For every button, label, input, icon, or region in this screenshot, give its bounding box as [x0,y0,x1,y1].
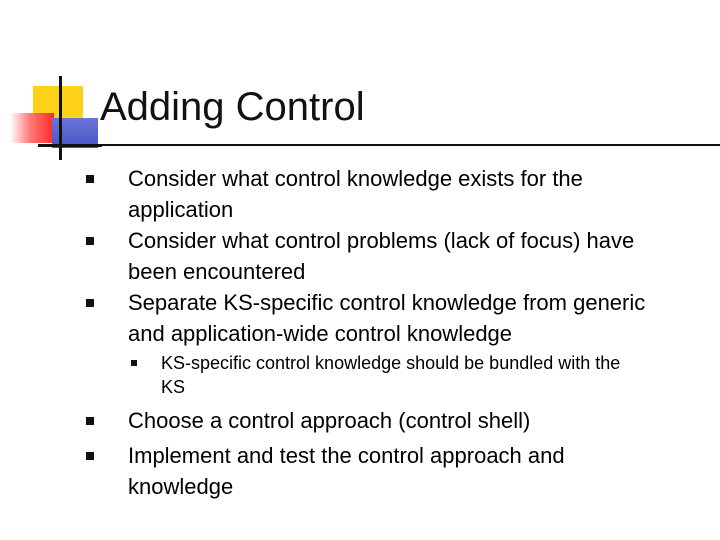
square-bullet-icon [131,360,137,366]
bullet-text [128,287,645,349]
bullet-line: Separate KS-specific control knowledge from generic [128,290,646,315]
bullet-text [128,163,583,225]
bullet-line: KS [161,377,186,397]
bullet-line: KS-specific control knowledge should be bundled with the [161,353,621,373]
title-underline [38,144,720,146]
bullet-line: been encountered [128,259,306,284]
red-gradient-decoration [10,113,54,143]
bullet-line: and application-wide control knowledge [128,321,513,346]
bullet-line: Consider what control problems (lack of focus) have [128,228,635,253]
square-bullet-icon [86,299,94,307]
bullet-text [128,405,530,436]
slide-title: Adding Control [100,85,365,129]
square-bullet-icon [86,175,94,183]
bullet-line: application [128,197,234,222]
bullet-text [128,225,634,287]
square-bullet-icon [86,452,94,460]
title-underline-accent [38,144,102,147]
bullet-line: Implement and test the control approach and [128,443,565,468]
square-bullet-icon [86,417,94,425]
vertical-rule [59,76,62,160]
square-bullet-icon [86,237,94,245]
bullet-line: knowledge [128,474,234,499]
bullet-line: Choose a control approach (control shell) [128,408,531,433]
sub-bullet-text [161,351,620,399]
bullet-text [128,440,565,502]
bullet-line: Consider what control knowledge exists for the [128,166,583,191]
